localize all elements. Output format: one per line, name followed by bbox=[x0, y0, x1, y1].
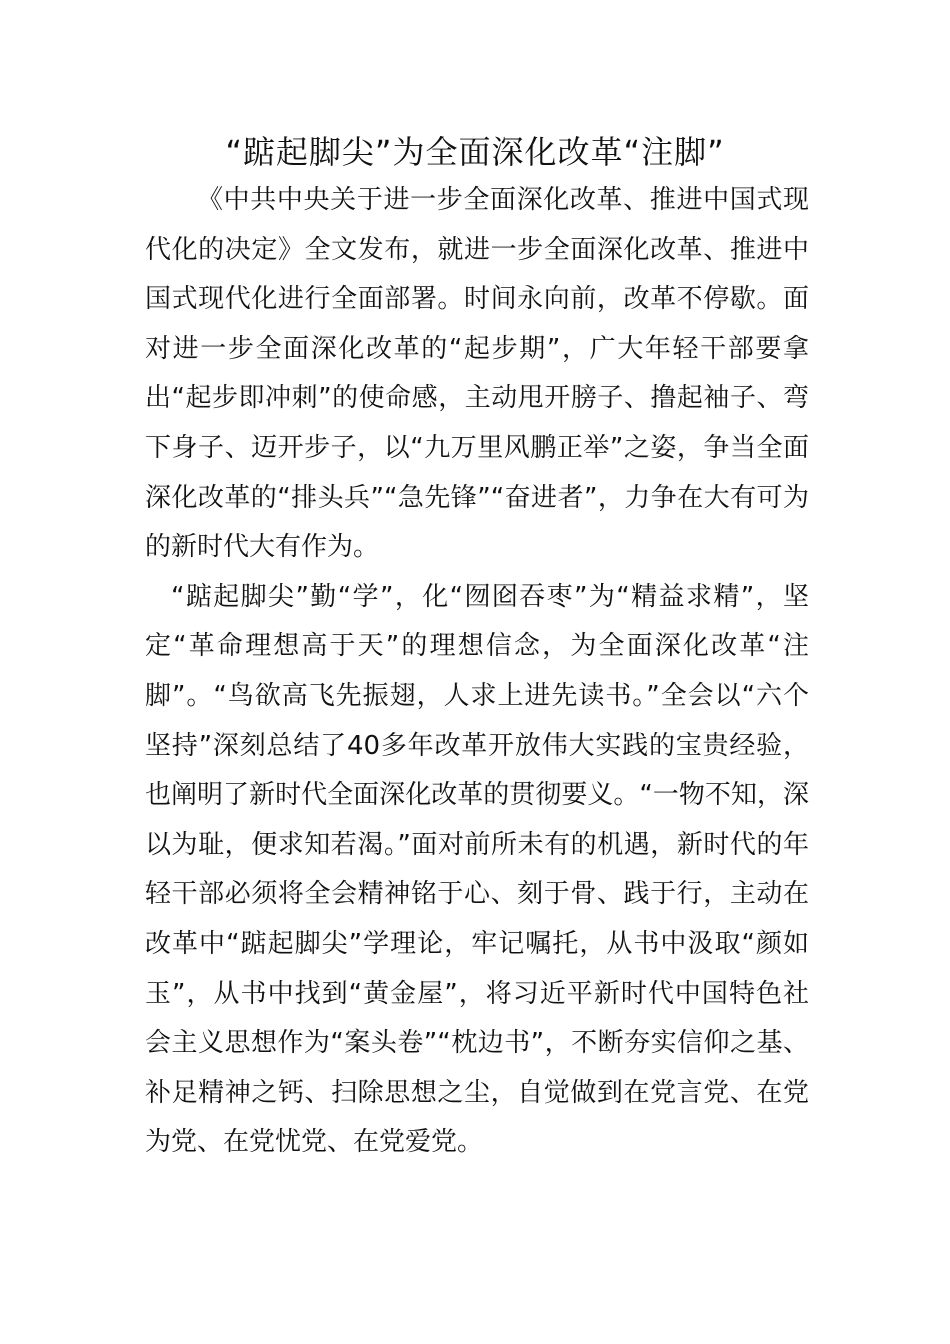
paragraph-2: “踮起脚尖”勤“学”，化“囫囵吞枣”为“精益求精”，坚定“革命理想高于天”的理想信念，为全面深化改革“注脚”。“鸟欲高飞先振翅，人求上进先读书。”全会以“六个坚持”深刻总结了40多年改革开放伟大实践的宝贵经验，也阐明了新时代全面深化改革的贯彻要义。“一物不知，深以为耻，便求知若渴。”面对前所未有的机遇，新时代的年轻干部必须将全会精神铭于心、刻于骨、践于行，主动在改革中“踮起脚尖”学理论，牢记嘱托，从书中汲取“颜如玉”，从书中找到“黄金屋”，将习近平新时代中国特色社会主义思想作为“案头卷”“枕边书”，不断夯实信仰之基、补足精神之钙、扫除思想之尘，自觉做到在党言党、在党为党、在党忧党、在党爱党。 bbox=[145, 581, 809, 1158]
paragraph-1: 《中共中央关于进一步全面深化改革、推进中国式现代化的决定》全文发布，就进一步全面深化改革、推进中国式现代化进行全面部署。时间永向前，改革不停歇。面对进一步全面深化改革的“起步期”，广大年轻干部要拿出“起步即冲刺”的使命感，主动甩开膀子、撸起袖子、弯下身子、迈开步子，以“九万里风鹏正举”之姿，争当全面深化改革的“排头兵”“急先锋”“奋进者”，力争在大有可为的新时代大有作为。 bbox=[145, 185, 809, 563]
article-body bbox=[145, 176, 809, 1168]
article-title: “踮起脚尖”为全面深化改革“注脚” bbox=[225, 133, 725, 171]
